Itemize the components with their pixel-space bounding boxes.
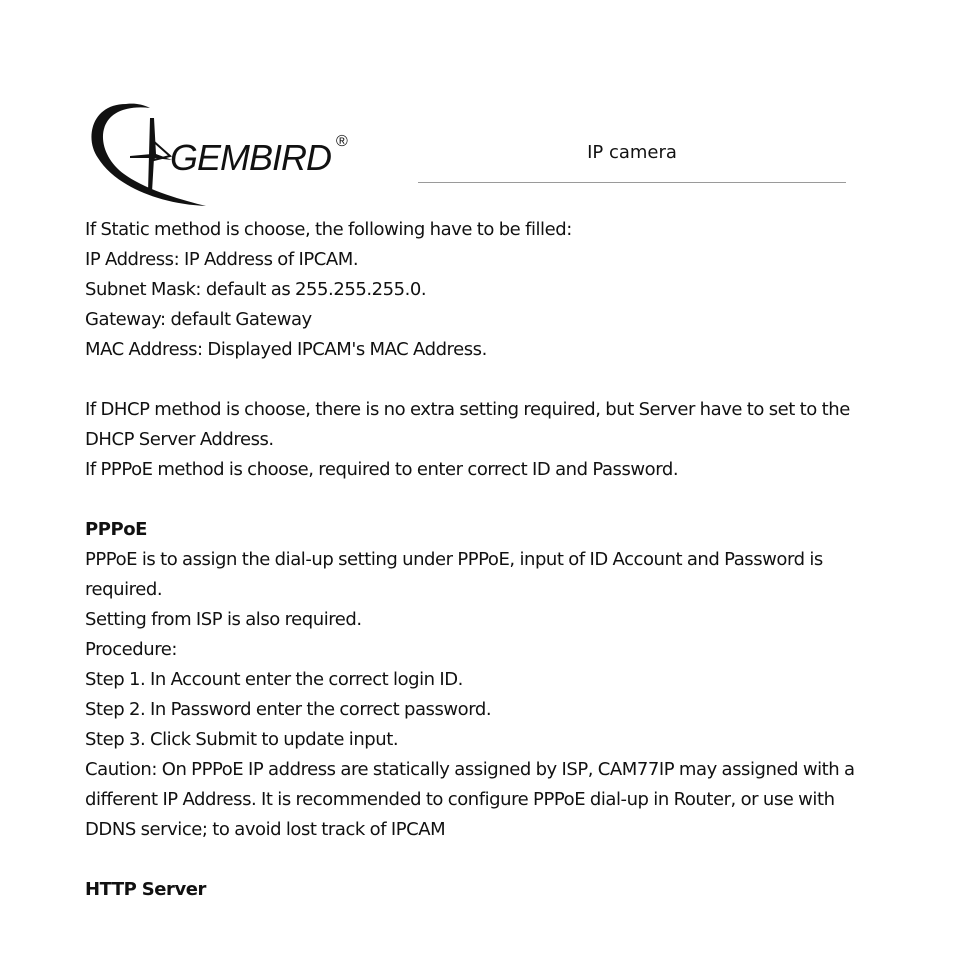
ip-address-line: IP Address: IP Address of IPCAM. (85, 249, 359, 270)
page-header (0, 0, 954, 210)
procedure-step: Step 1. In Account enter the correct login ID. (85, 669, 463, 690)
http-server-heading: HTTP Server (85, 879, 206, 900)
procedure-label: Procedure: (85, 639, 178, 660)
procedure-step: Step 3. Click Submit to update input. (85, 729, 399, 750)
procedure-step: Step 2. In Password enter the correct password. (85, 699, 492, 720)
subnet-mask-line: Subnet Mask: default as 255.255.255.0. (85, 279, 427, 300)
mac-address-line: MAC Address: Displayed IPCAM's MAC Address. (85, 339, 487, 360)
caution-text: different IP Address. It is recommended to configure PPPoE dial-up in Router, or use with (85, 789, 835, 810)
caution-text: DDNS service; to avoid lost track of IPCAM (85, 819, 446, 840)
header-divider (418, 182, 846, 183)
svg-text:GEMBIRD: GEMBIRD (170, 137, 332, 178)
spacer (85, 485, 885, 515)
document-body (85, 215, 885, 905)
gembird-logo (86, 100, 366, 212)
gembird-logo-icon (86, 100, 366, 212)
spacer (85, 845, 885, 875)
document-title: IP camera (587, 142, 677, 163)
gateway-line: Gateway: default Gateway (85, 309, 312, 330)
pppoe-heading: PPPoE (85, 519, 147, 540)
dhcp-line: If DHCP method is choose, there is no extra setting required, but Server have to set to the (85, 399, 850, 420)
pppoe-description: PPPoE is to assign the dial-up setting under PPPoE, input of ID Account and Password is (85, 549, 823, 570)
static-intro: If Static method is choose, the following have to be filled: (85, 219, 572, 240)
svg-text:®: ® (336, 133, 348, 150)
dhcp-line: DHCP Server Address. (85, 429, 274, 450)
pppoe-isp-note: Setting from ISP is also required. (85, 609, 362, 630)
spacer (85, 365, 885, 395)
pppoe-description: required. (85, 579, 163, 600)
pppoe-intro: If PPPoE method is choose, required to enter correct ID and Password. (85, 459, 679, 480)
caution-text: Caution: On PPPoE IP address are statically assigned by ISP, CAM77IP may assigned with a (85, 759, 855, 780)
